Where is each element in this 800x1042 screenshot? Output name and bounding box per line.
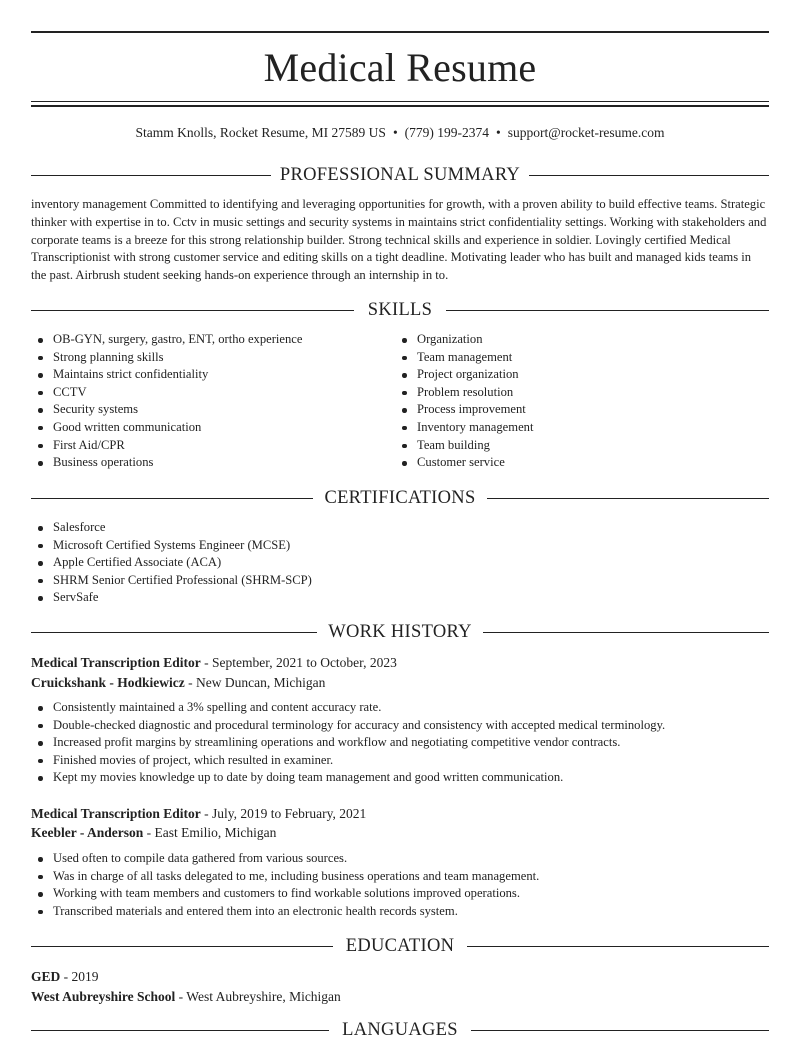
skills-list-right: [395, 331, 755, 472]
section-heading-skills: [31, 298, 769, 322]
list-item: Problem resolution: [395, 384, 755, 402]
contact-line: [31, 124, 769, 142]
job-title: Medical Transcription Editor: [31, 655, 201, 670]
list-item: Apple Certified Associate (ACA): [31, 554, 631, 572]
job-location: East Emilio, Michigan: [154, 825, 277, 840]
job-dates: September, 2021 to October, 2023: [212, 655, 397, 670]
job-title-line: Medical Transcription Editor - September, 2021 to October, 2023: [31, 655, 397, 670]
list-item: Inventory management: [395, 419, 755, 437]
job-company-line: Keebler - Anderson - East Emilio, Michigan: [31, 825, 277, 840]
top-rule: [31, 31, 769, 33]
contact-phone: (779) 199-2374: [404, 125, 490, 140]
skills-list-left: [31, 331, 391, 472]
section-heading-certifications: [31, 486, 769, 510]
job-company: Cruickshank - Hodkiewicz: [31, 675, 185, 690]
heading-label: SKILLS: [367, 300, 433, 320]
job-dates: July, 2019 to February, 2021: [212, 806, 367, 821]
list-item: Microsoft Certified Systems Engineer (MCSE): [31, 537, 631, 555]
heading-label: CERTIFICATIONS: [324, 488, 476, 508]
list-item: First Aid/CPR: [31, 437, 391, 455]
list-item: ServSafe: [31, 589, 631, 607]
section-heading-work-history: [31, 620, 769, 644]
education-degree-line: GED - 2019: [31, 969, 99, 984]
list-item: Security systems: [31, 401, 391, 419]
section-heading-languages: [31, 1018, 769, 1042]
heading-label: EDUCATION: [345, 936, 455, 956]
list-item: Customer service: [395, 454, 755, 472]
resume-title: Medical Resume: [263, 45, 537, 90]
education-degree: GED: [31, 969, 61, 984]
section-heading-summary: [31, 163, 769, 187]
job-title-line: Medical Transcription Editor - July, 2019 to February, 2021: [31, 806, 367, 821]
list-item: OB-GYN, surgery, gastro, ENT, ortho experience: [31, 331, 391, 349]
education-year: 2019: [71, 969, 99, 984]
list-item: Increased profit margins by streamlining operations and workflow and negotiating competitive vendor contracts.: [31, 734, 769, 752]
summary-text: inventory management Committed to identifying and leveraging opportunities for growth, with a proven ability to build effective teams. Strategic thinker with expertise in to. Cctv in music settings and security systems in maintains strict confidentiality settings. Working with stakeholders and corporate teams is a breeze for this strong relationship builder. Strong technical skills and experience in soldier. Lovingly certified Medical Transcriptionist with strong customer service and editing skills on a tight deadline. Motivating leader who has built and managed kids teams in the past. Airbrush student seeking hands-on experience through an internship in to.: [31, 197, 767, 283]
list-item: Was in charge of all tasks delegated to me, including business operations and team management.: [31, 868, 769, 886]
list-item: Salesforce: [31, 519, 631, 537]
title-rule-upper: [31, 101, 769, 102]
list-item: Double-checked diagnostic and procedural terminology for accuracy and consistency with accepted medical terminology.: [31, 717, 769, 735]
list-item: CCTV: [31, 384, 391, 402]
job-bullets: [31, 699, 769, 787]
heading-label: PROFESSIONAL SUMMARY: [279, 165, 521, 185]
job-bullets: [31, 850, 769, 920]
job-company-line: Cruickshank - Hodkiewicz - New Duncan, Michigan: [31, 675, 326, 690]
list-item: Project organization: [395, 366, 755, 384]
list-item: Working with team members and customers to find workable solutions improved operations.: [31, 885, 769, 903]
contact-address: Stamm Knolls, Rocket Resume, MI 27589 US: [135, 125, 386, 140]
section-heading-education: [31, 934, 769, 958]
list-item: Team building: [395, 437, 755, 455]
list-item: Used often to compile data gathered from various sources.: [31, 850, 769, 868]
list-item: Strong planning skills: [31, 349, 391, 367]
list-item: Kept my movies knowledge up to date by doing team management and good written communication.: [31, 769, 769, 787]
list-item: Good written communication: [31, 419, 391, 437]
list-item: Finished movies of project, which resulted in examiner.: [31, 752, 769, 770]
certifications-list: [31, 519, 631, 607]
contact-email: support@rocket-resume.com: [507, 125, 665, 140]
contact-separator: •: [496, 125, 501, 140]
list-item: Organization: [395, 331, 755, 349]
list-item: Consistently maintained a 3% spelling and content accuracy rate.: [31, 699, 769, 717]
list-item: Team management: [395, 349, 755, 367]
list-item: Process improvement: [395, 401, 755, 419]
list-item: SHRM Senior Certified Professional (SHRM-SCP): [31, 572, 631, 590]
list-item: Transcribed materials and entered them into an electronic health records system.: [31, 903, 769, 921]
education-location: West Aubreyshire, Michigan: [186, 989, 341, 1004]
education-school: West Aubreyshire School: [31, 989, 176, 1004]
job-location: New Duncan, Michigan: [196, 675, 326, 690]
title-rule-lower: [31, 105, 769, 107]
list-item: Maintains strict confidentiality: [31, 366, 391, 384]
education-school-line: West Aubreyshire School - West Aubreyshire, Michigan: [31, 989, 341, 1004]
heading-label: LANGUAGES: [342, 1020, 458, 1040]
heading-label: WORK HISTORY: [328, 622, 472, 642]
job-title: Medical Transcription Editor: [31, 806, 201, 821]
contact-separator: •: [392, 125, 398, 140]
job-company: Keebler - Anderson: [31, 825, 144, 840]
list-item: Business operations: [31, 454, 391, 472]
